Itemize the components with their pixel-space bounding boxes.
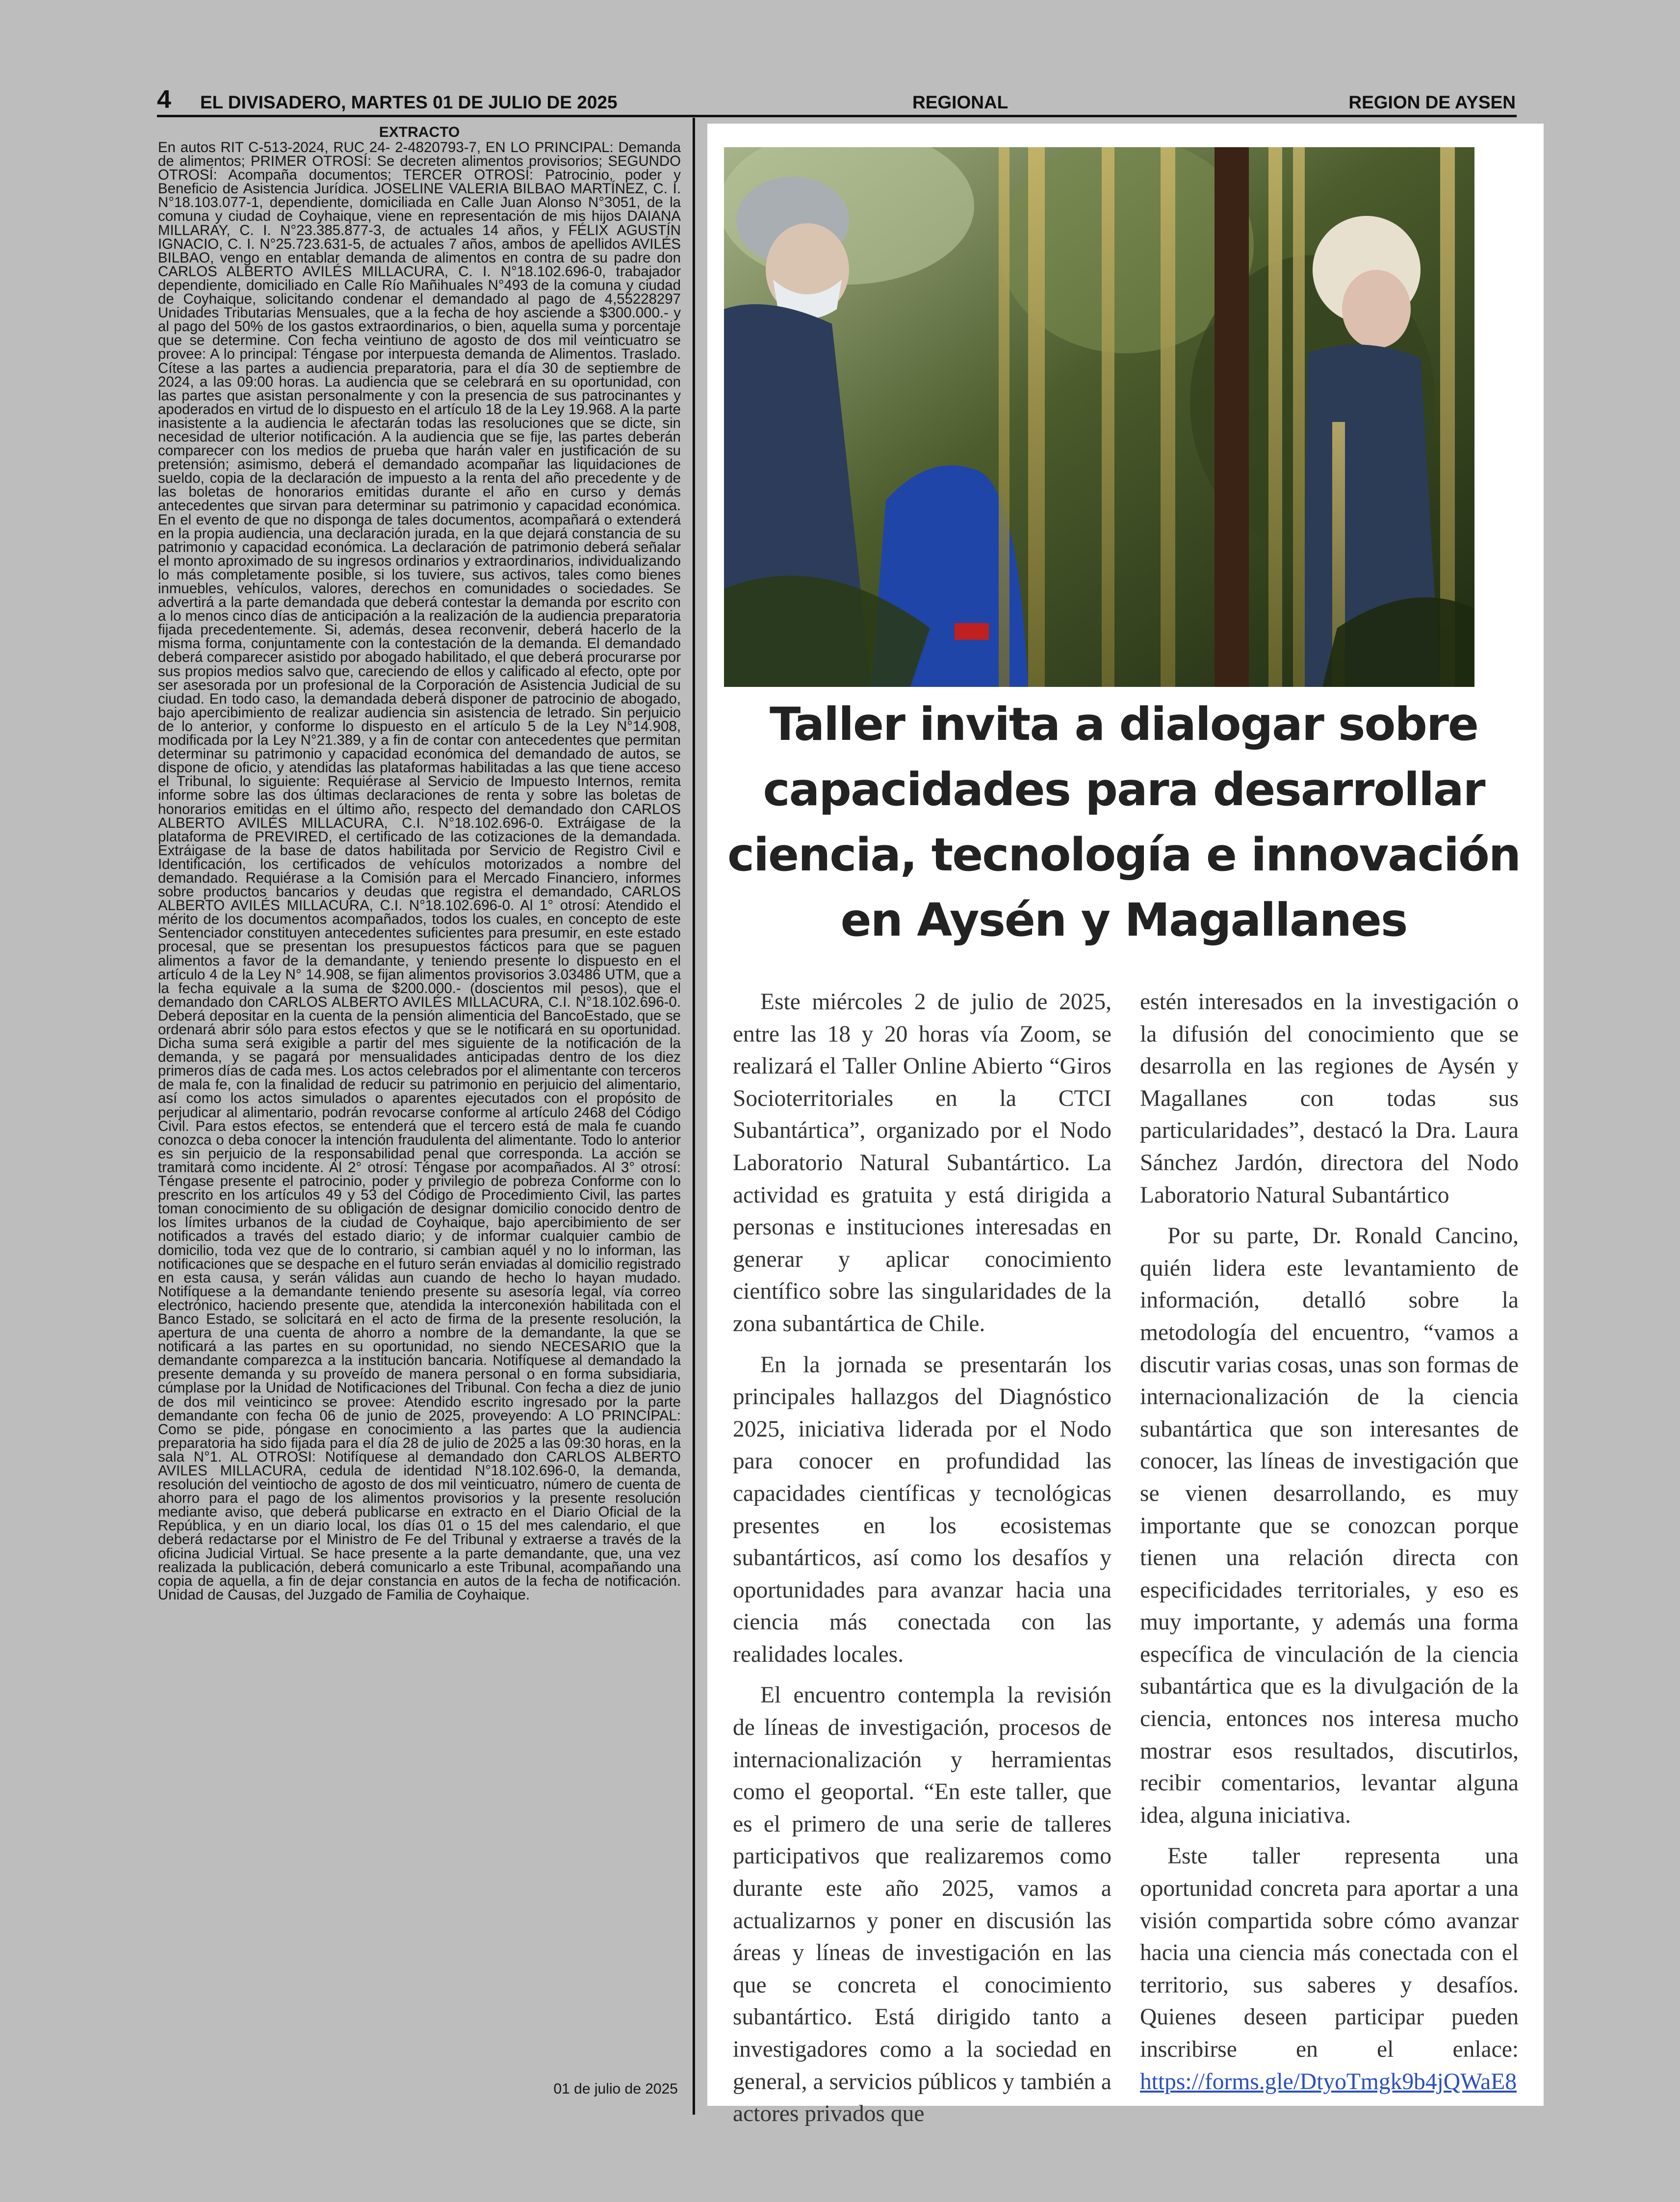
article-paragraph: Este miércoles 2 de julio de 2025, entre las 18 y 20 horas vía Zoom, se realizará el Taller Online Abierto “Giros Socioterritoriales en la CTCI Subantártica”, organizado por el Nodo Laboratorio Natural Subantártico. La actividad es gratuita y está dirigida a personas e instituciones interesadas en generar y aplicar conocimiento científico sobre las singularidades de la zona subantártica de Chile. xyxy=(733,989,1111,1337)
header-rule xyxy=(157,115,1517,117)
newspaper-dateline: EL DIVISADERO, MARTES 01 DE JULIO DE 2025 xyxy=(200,92,618,112)
legal-extract xyxy=(158,125,681,2097)
extract-text: En autos RIT C-513-2024, RUC 24- 2-4820793-7, EN LO PRINCIPAL: Demanda de alimentos; PRIMER OTROSÍ: Se decreten alimentos provisorios; SEGUNDO OTROSÍ: Acompaña documentos; TERCER OTROSÍ: Patrocinio, poder y Beneficio de Asistencia Jurídica. JOSELINE VALERIA BILBAO MARTÍNEZ, C. I. N°18.103.077-1, dependiente, domiciliada en Calle Juan Alonso N°3051, de la comuna y ciudad de Coyhaique, viene en representación de mis hijos DAIANA MILLARAY, C. I. N°23.385.877-3, de actuales 14 años, y FÉLIX AGUSTÍN IGNACIO, C. I. N°25.723.631-5, de actuales 7 años, ambos de apellidos AVILÉS BILBAO, vengo en entablar demanda de alimentos en contra de su padre don CARLOS ALBERTO AVILÉS MILLACURA, C. I. N°18.102.696-0, trabajador dependiente, domiciliado en Calle Río Mañihuales N°493 de la comuna y ciudad de Coyhaique, solicitando condenar el demandado al pago de 4,55228297 Unidades Tributarias Mensuales, que a la fecha de hoy asciende a $300.000.- y al pago del 50% de los gastos extraordinarios, o bien, aquella suma y porcentaje que se determine. Con fecha veintiuno de agosto de dos mil veinticuatro se provee: A lo principal: Téngase por interpuesta demanda de Alimentos. Traslado. Cítese a las partes a audiencia preparatoria, para el día 30 de septiembre de 2024, a las 09:00 horas. La audiencia que se celebrará en su oportunidad, con las partes que asistan personalmente y con la presencia de sus patrocinantes y apoderados en virtud de lo dispuesto en el artículo 18 de la Ley 19.968. A la parte inasistente a la audiencia le afectarán todas las resoluciones que se dicte, sin necesidad de ulterior notificación. A la audiencia que se fije, las partes deberán comparecer con los medios de prueba que harán valer en justificación de su pretensión; asimismo, deberá el demandado acompañar las liquidaciones de sueldo, copia de la declaración de impuesto a la renta del año precedente y de las boletas de honorarios emitidas durante el año en curso y demás antecedentes que sirvan para determinar su patrimonio y capacidad económica. En el evento de que no disponga de tales documentos, acompañará o extenderá en la propia audiencia, una declaración jurada, en la que dejará constancia de su patrimonio y capacidad económica. La declaración de patrimonio deberá señalar el monto aproximado de su ingresos ordinarios y extraordinarios, individualizando lo más completamente posible, si los tuviere, sus activos, tales como bienes inmuebles, vehículos, valores, derechos en comunidades o sociedades. Se advertirá a la parte demandada que deberá contestar la demanda por escrito con a lo menos cinco días de anticipación a la realización de la audiencia preparatoria fijada precedentemente. Si, además, desea reconvenir, deberá hacerlo de la misma forma, conjuntamente con la contestación de la demanda. El demandado deberá comparecer asistido por abogado habilitado, el que deberá procurarse por sus propios medios salvo que, careciendo de ellos y calificado al efecto, opte por ser asesorada por un profesional de la Corporación de Asistencia Judicial de su ciudad. En todo caso, la demandada deberá disponer de patrocinio de abogado, bajo apercibimiento de realizar audiencia sin asistencia de letrado. Sin perjuicio de lo anterior, y conforme lo dispuesto en el artículo 5 de la Ley N°14.908, modificada por la Ley N°21.389, y a fin de contar con antecedentes que permitan determinar su patrimonio y capacidad económica del demandado de autos, se dispone de oficio, y atendidas las plataformas habilitadas a las que tiene acceso el Tribunal, lo siguiente: Requiérase al Servicio de Impuesto Internos, remita informe sobre las dos últimas declaraciones de renta y sobre las boletas de honorarios emitidas en el último año, respecto del demandado don CARLOS ALBERTO AVILÉS MILLACURA, C.I. N°18.102.696-0. Extráigase de la plataforma de PREVIRED, el certificado de las cotizaciones de la demandada. Extráigase de la base de datos habilitada por Servicio de Registro Civil e Identificación, los certificados de vehículos motorizados a nombre del demandado. Requiérase a la Comisión para el Mercado Financiero, informes sobre productos bancarios y deudas que registra el demandado, CARLOS ALBERTO AVILÉS MILLACURA, C.I. N°18.102.696-0. Al 1° otrosí: Atendido el mérito de los documentos acompañados, todos los cuales, en concepto de este Sentenciador constituyen antecedentes suficientes para presumir, en este estado procesal, que se presentan los presupuestos fácticos para que se paguen alimentos a favor de la demandante, y teniendo presente lo dispuesto en el artículo 4 de la Ley N° 14.908, se fijan alimentos provisorios 3.03486 UTM, que a la fecha equivale a la suma de $200.000.- (doscientos mil pesos), que el demandado don CARLOS ALBERTO AVILÉS MILLACURA, C.I. N°18.102.696-0. Deberá depositar en la cuenta de la pensión alimenticia del BancoEstado, que se ordenará abrir sólo para estos efectos y que se le notificará en su oportunidad. Dicha suma será exigible a partir del mes siguiente de la notificación de la demanda, y se pagará por mensualidades anticipadas dentro de los diez primeros días de cada mes. Los actos celebrados por el alimentante con terceros de mala fe, con la finalidad de reducir su patrimonio en perjuicio del alimentario, así como los actos simulados o aparentes ejecutados con el propósito de perjudicar al alimentario, podrán revocarse conforme al artículo 2468 del Código Civil. Para estos efectos, se entenderá que el tercero está de mala fe cuando conozca o deba conocer la intención fraudulenta del alimentante. Todo lo anterior es sin perjuicio de la responsabilidad penal que corresponda. La acción se tramitará como incidente. Al 2° otrosí: Téngase por acompañados. Al 3° otrosí: Téngase presente el patrocinio, poder y privilegio de pobreza Conforme con lo prescrito en los artículos 49 y 53 del Código de Procedimiento Civil, las partes toman conocimiento de su obligación de designar domicilio conocido dentro de los límites urbanos de la ciudad de Coyhaique, bajo apercibimiento de ser notificados a través del estado diario; y de informar cualquier cambio de domicilio, toda vez que de lo contrario, si cambian aquél y no lo informan, las notificaciones que se despache en el futuro serán enviadas al domicilio registrado en esta causa, y serán válidas aun cuando de hecho lo hayan mudado. Notifíquese a la demandante teniendo presente su asesoría legal, vía correo electrónico, haciendo presente que, atendida la interconexión habilitada con el Banco Estado, se solicitará en el acto de firma de la presente resolución, la apertura de una cuenta de ahorro a nombre de la demandante, la que se notificará a las partes en su oportunidad, no siendo NECESARIO que la demandante comparezca a la institución bancaria. Notifíquese al demandado la presente demanda y su proveído de manera personal o en forma subsidiaria, cúmplase por la Unidad de Notificaciones del Tribunal. Con fecha a diez de junio de dos mil veinticinco se provee: Atendido escrito ingresado por la parte demandante con fecha 06 de junio de 2025, proveyendo: A LO PRINCIPAL: Como se pide, póngase en conocimiento a las partes que la audiencia preparatoria ha sido fijada para el día 28 de julio de 2025 a las 09:30 horas, en la sala N°1. AL OTROSI: Notifíquese al demandado don CARLOS ALBERTO AVILES MILLACURA, cedula de identidad N°18.102.696-0, la demanda, resolución del veintiocho de agosto de dos mil veinticuatro, número de cuenta de ahorro para el pago de los alimentos provisorios y la presente resolución mediante aviso, que deberá publicarse en extracto en el Diario Oficial de la República, y en un diario local, los días 01 o 15 del mes calendario, el que deberá redactarse por el Ministro de Fe del Tribunal y extraerse a través de la oficina Judicial Virtual. Se hace presente a la parte demandante, que, una vez realizada la publicación, deberá comunicarlo a este Tribunal, acompañando una copia de aquella, a fin de dejar constancia en autos de la fecha de notificación. Unidad de Causas, del Juzgado de Familia de Coyhaique. xyxy=(158,139,681,1603)
registration-link[interactable]: https://forms.gle/DtyoTmgk9b4jQWaE8 xyxy=(1140,2069,1517,2095)
article-paragraph: El encuentro contempla la revisión de líneas de investigación, procesos de internacionalización y herramientas como el geoportal. “En este taller, que es el primero de una serie de talleres participativos que realizaremos como durante este año 2025, vamos a actualizarnos y poner en discusión las áreas y líneas de investigación en las que se concreta el conocimiento subantártico. Está dirigido tanto a investigadores como a la sociedad en general, a servicios públicos y también a actores privados que xyxy=(733,1682,1111,2127)
column-divider xyxy=(693,118,695,2115)
article-paragraph-last xyxy=(1140,1840,1519,2098)
page-number: 4 xyxy=(157,85,171,114)
headline-line: capacidades para desarrollar xyxy=(763,763,1485,816)
headline-line: en Aysén y Magallanes xyxy=(840,893,1407,946)
extract-title: EXTRACTO xyxy=(379,125,460,140)
article-paragraph: En la jornada se presentarán los principales hallazgos del Diagnóstico 2025, iniciativa liderada por el Nodo para conocer en profundidad las capacidades científicas y tecnológicas presentes en los ecosistemas subantárticos, así como los desafíos y oportunidades para avanzar hacia una ciencia más conectada con las realidades locales. xyxy=(733,1352,1111,1667)
closing-text: Este taller representa una oportunidad concreta para aportar a una visión compartida sobre cómo avanzar hacia una ciencia más conectada con el territorio, sus saberes y desafíos. Quienes deseen participar pueden inscribirse en el enlace: xyxy=(1140,1843,1519,2062)
section-name: REGIONAL xyxy=(912,92,1008,112)
article-column-right xyxy=(1140,986,1519,2098)
article-paragraph: estén interesados en la investigación o la difusión del conocimiento que se desarrolla en las regiones de Aysén y Magallanes con todas sus particularidades”, destacó la Dra. Laura Sánchez Jardón, directora del Nodo Laboratorio Natural Subantártico xyxy=(1140,989,1519,1208)
page-header xyxy=(157,86,1516,113)
article-panel xyxy=(707,124,1544,2127)
article-paragraph: Por su parte, Dr. Ronald Cancino, quién lidera este levantamiento de información, detalló sobre la metodología del encuentro, “vamos a discutir varias cosas, unas son formas de internacionalización de la ciencia subantártica que son interesantes de conocer, las líneas de investigación que se vienen desarrollando, es muy importante que se conozcan porque tienen una relación directa con especificidades territoriales, y eso es muy importante, y además una forma específica de vinculación de la ciencia subantártica que es la divulgación de la ciencia, entonces nos interesa mucho mostrar esos resultados, discutirlos, recibir comentarios, levantar alguna idea, alguna iniciativa. xyxy=(1140,1223,1519,1828)
headline-line: ciencia, tecnología e innovación xyxy=(727,828,1520,881)
region-name: REGION DE AYSEN xyxy=(1348,92,1516,112)
forest-researchers-photo xyxy=(724,147,1474,687)
headline-line: Taller invita a dialogar sobre xyxy=(770,698,1478,751)
article-column-left xyxy=(733,986,1111,2130)
extract-date: 01 de julio de 2025 xyxy=(553,2081,678,2097)
article-headline xyxy=(724,692,1524,953)
